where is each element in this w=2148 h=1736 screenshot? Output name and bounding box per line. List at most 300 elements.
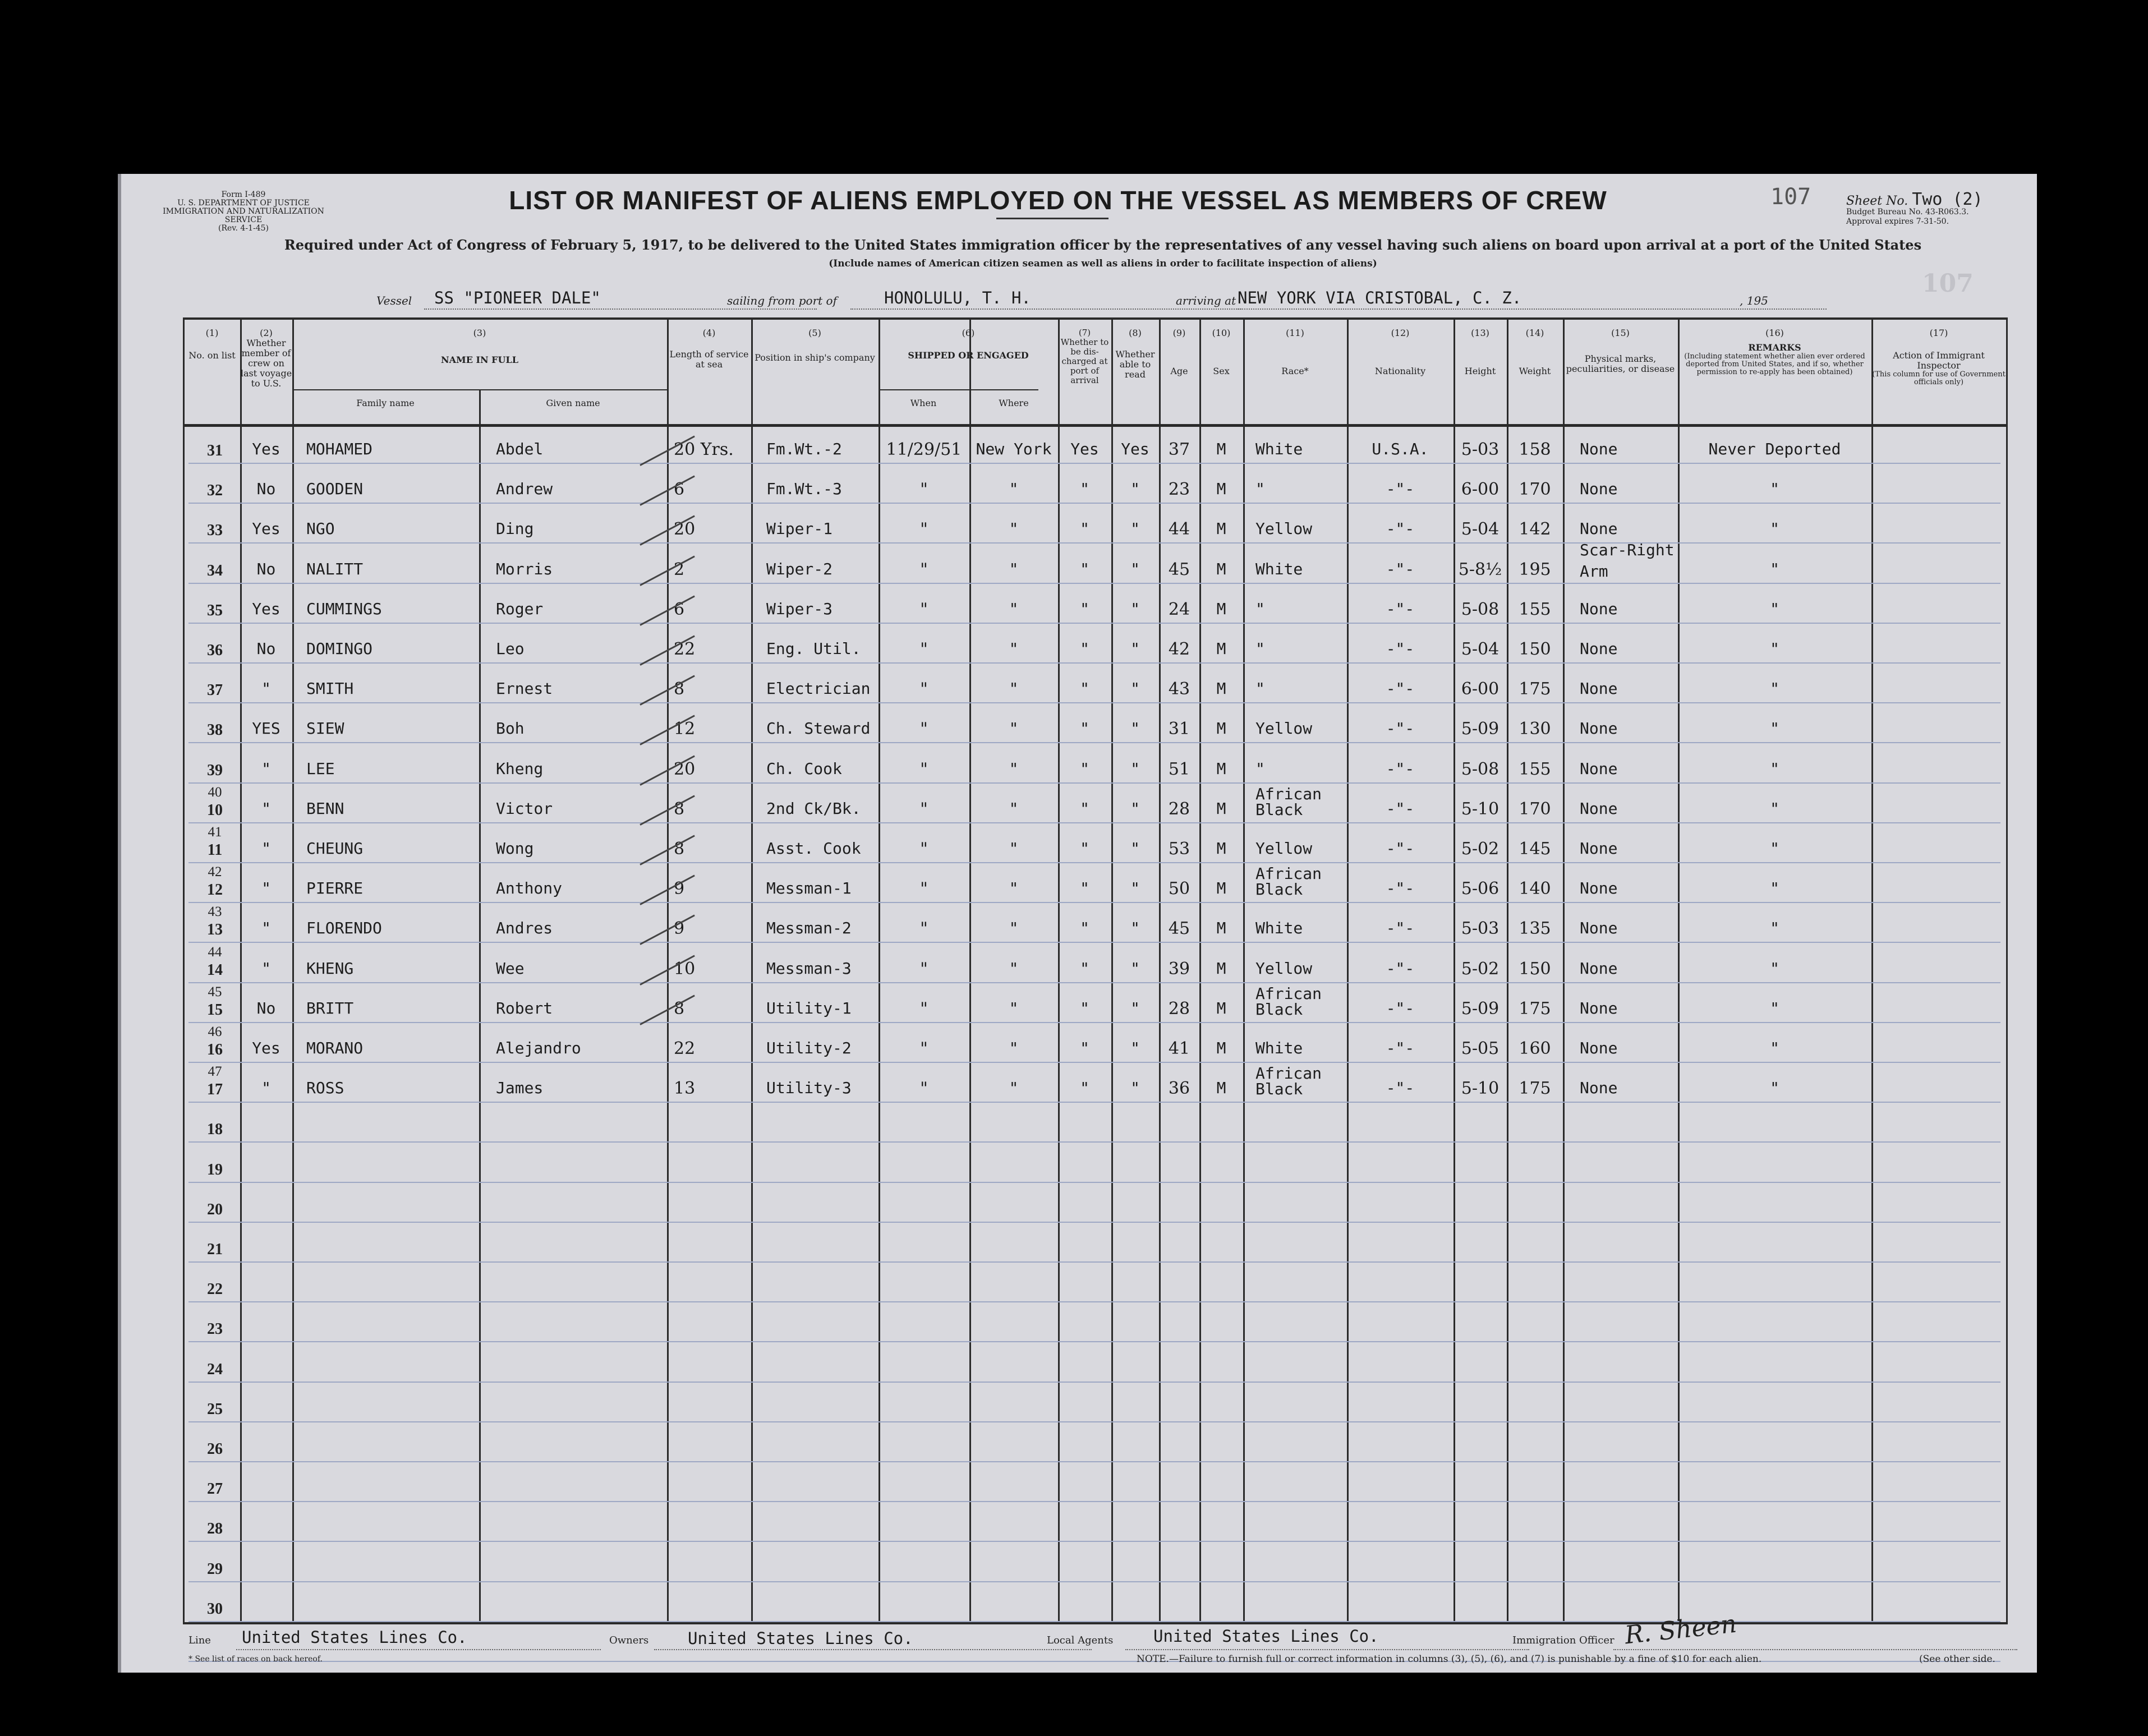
subtitle-note: (Include names of American citizen seamen as well as aliens in order to facilitate inspection of aliens) [829,258,1377,269]
faint-page-number: 107 [1922,269,1974,298]
row-number-alt: 40 [208,784,222,800]
cell-when: " [920,919,928,939]
cell-race: " [1255,679,1265,698]
row-number: 12 [207,881,223,899]
cell-prev: " [261,679,271,698]
row-rule [188,1382,2000,1383]
column-rule [2006,317,2008,1624]
cell-where: " [1009,639,1019,658]
cell-prev: " [261,959,271,978]
cell-position: Ch. Cook [766,759,842,778]
col-given-name-header: Given name [546,398,600,408]
cell-family: NGO [306,519,335,538]
cell-remarks: " [1770,879,1779,898]
empty-row-number: 18 [207,1121,223,1139]
cell-read: " [1130,1079,1140,1098]
cell-family: CUMMINGS [306,599,382,618]
cell-where: " [1009,998,1019,1017]
row-number: 31 [207,442,223,459]
cell-weight: 175 [1519,1079,1551,1099]
cell-discharge: " [1080,799,1089,818]
cell-discharge: Yes [1070,440,1099,458]
row-rule [188,1341,2000,1342]
cell-sex: M [1216,1079,1226,1098]
cell-length: 13 [674,1079,696,1099]
cell-read: " [1130,759,1140,778]
cell-where: " [1009,599,1019,618]
cell-when: " [920,879,928,899]
cell-family: MOHAMED [306,440,373,458]
cell-marks: None [1580,519,1618,538]
cell-nationality: -"- [1386,519,1415,538]
row-rule [188,1301,2000,1302]
row-rule [188,982,2000,983]
cell-position: Eng. Util. [766,639,861,658]
col-when-header: When [910,398,937,408]
cell-prev: Yes [252,599,280,618]
cell-marks: None [1580,679,1618,698]
cell-sex: M [1216,480,1226,499]
cell-given: Ernest [496,679,553,698]
cell-when: " [920,559,928,579]
subtitle: Required under Act of Congress of February 5, 1917, to be delivered to the United States immigration officer by the representatives of any vessel having such aliens on board upon arrival at a port of the United States [284,237,1922,253]
row-rule [188,1421,2000,1422]
cell-nationality: U.S.A. [1372,440,1429,458]
cell-where: " [1009,919,1019,938]
cell-family: DOMINGO [306,639,373,658]
cell-prev: No [256,480,276,499]
row-rule [188,662,2000,664]
cell-remarks: " [1770,919,1779,938]
cell-discharge: " [1080,759,1089,778]
cell-marks-line2: Arm [1580,561,1608,581]
row-rule [188,822,2000,823]
cell-race: Yellow [1255,719,1313,738]
arriving-port: NEW YORK VIA CRISTOBAL, C. Z. [1238,288,1522,307]
cell-where: " [1009,719,1019,738]
empty-row-number: 24 [207,1360,223,1378]
cell-read: " [1130,639,1140,658]
cell-position: Wiper-2 [766,559,833,578]
arriving-label: arriving at [1176,294,1236,307]
cell-discharge: " [1080,959,1089,978]
cell-race: Yellow [1255,959,1313,978]
cell-position: Wiper-1 [766,519,833,538]
cell-discharge: " [1080,519,1089,538]
row-rule [188,1141,2000,1143]
cell-weight: 140 [1519,879,1551,899]
cell-family: LEE [306,759,335,778]
cell-when: " [920,959,928,979]
cell-remarks: " [1770,639,1779,658]
row-rule [188,742,2000,743]
cell-nationality: -"- [1386,639,1415,658]
row-number-alt: 45 [208,984,222,1000]
cell-height: 5-8½ [1458,559,1502,579]
cell-age: 41 [1168,1039,1190,1058]
cell-age: 42 [1168,639,1190,659]
cell-remarks: " [1770,839,1779,858]
cell-length: 6 [674,480,685,500]
cell-height: 6-00 [1461,679,1500,699]
cell-where: " [1009,799,1019,818]
cell-read: " [1130,959,1140,978]
cell-remarks: Never Deported [1708,440,1841,458]
cell-prev: " [261,879,271,898]
cell-remarks: " [1770,998,1779,1017]
cell-weight: 142 [1519,519,1551,540]
cell-marks: None [1580,1039,1618,1057]
cell-sex: M [1216,599,1226,618]
col-age-header: (9) Age [1170,328,1188,376]
cell-discharge: " [1080,679,1089,698]
vessel-name: SS "PIONEER DALE" [434,288,601,307]
vessel-label: Vessel [376,294,412,307]
cell-position: Messman-1 [766,879,852,898]
row-rule [188,1182,2000,1183]
cell-family: BRITT [306,998,354,1017]
col-shipped-header: (6) SHIPPED OR ENGAGED [908,328,1029,361]
row-number: 34 [207,561,223,579]
row-rule [188,782,2000,784]
row-rule [188,623,2000,624]
cell-age: 44 [1168,519,1190,540]
cell-family: SMITH [306,679,354,698]
row-number: 35 [207,601,223,619]
cell-when: " [920,998,928,1019]
cell-height: 5-03 [1461,919,1500,939]
cell-sex: M [1216,679,1226,698]
cell-weight: 158 [1519,440,1551,459]
column-rule [1243,317,1245,1624]
cell-race: White [1255,559,1303,578]
cell-age: 28 [1168,799,1190,819]
cell-prev: " [261,839,271,858]
cell-remarks: " [1770,679,1779,698]
cell-weight: 145 [1519,839,1551,859]
cell-race: Yellow [1255,839,1313,858]
cell-prev: YES [252,719,280,738]
cell-marks: None [1580,759,1618,778]
cell-when: 11/29/51 [886,440,962,459]
cell-length: 20 [674,759,696,779]
cell-where: " [1009,959,1019,978]
empty-row-number: 23 [207,1320,223,1338]
cell-when: " [920,639,928,659]
cell-prev: Yes [252,1039,280,1057]
cell-read: " [1130,519,1140,538]
cell-age: 28 [1168,998,1190,1019]
cell-discharge: " [1080,480,1089,499]
cell-sex: M [1216,639,1226,658]
cell-position: Electrician [766,679,871,698]
cell-family: ROSS [306,1079,344,1098]
cell-remarks: " [1770,1079,1779,1098]
cell-where: " [1009,759,1019,778]
cell-position: Messman-2 [766,919,852,938]
cell-nationality: -"- [1386,879,1415,898]
cell-weight: 150 [1519,639,1551,659]
cell-prev: " [261,799,271,818]
cell-race: Yellow [1255,519,1313,538]
col-action-header: (17) Action of Immigrant Inspector (This column for use of Government officials only) [1872,328,2006,386]
cell-height: 5-02 [1461,959,1500,979]
cell-given: Boh [496,719,525,738]
empty-row-number: 28 [207,1520,223,1538]
cell-age: 39 [1168,959,1190,979]
cell-height: 5-04 [1461,639,1500,659]
sailing-port: HONOLULU, T. H. [884,288,1031,307]
cell-given: Wong [496,839,534,858]
row-rule [188,1222,2000,1223]
cell-age: 43 [1168,679,1190,699]
row-number-alt: 44 [208,944,222,960]
races-note: * See list of races on back hereof. [188,1655,323,1664]
cell-position: Messman-3 [766,959,852,978]
cell-read: Yes [1121,440,1149,458]
cell-marks: None [1580,998,1618,1017]
cell-nationality: -"- [1386,799,1415,818]
cell-age: 51 [1168,759,1190,779]
cell-given: Kheng [496,759,544,778]
col-position-header: (5) Position in ship's company [755,328,875,363]
cell-nationality: -"- [1386,480,1415,499]
cell-marks: None [1580,599,1618,618]
cell-length: 2 [674,559,685,579]
cell-height: 5-05 [1461,1039,1500,1058]
cell-marks: None [1580,919,1618,938]
cell-length: 20 [674,519,696,540]
row-rule [188,902,2000,903]
year-label: , 195 [1740,294,1768,307]
cell-given: James [496,1079,544,1098]
form-identifier: Form I-489 U. S. DEPARTMENT OF JUSTICE IMMIGRATION AND NATURALIZATION SERVICE (Rev. 4-1-45) [163,190,324,233]
cell-remarks: " [1770,799,1779,818]
cell-sex: M [1216,719,1226,738]
cell-length: 22 [674,1039,696,1058]
cell-discharge: " [1080,839,1089,858]
row-number: 16 [207,1041,223,1058]
cell-when: " [920,839,928,859]
page-title: LIST OR MANIFEST OF ALIENS EMPLOYED ON THE VESSEL AS MEMBERS OF CREW [509,186,1607,215]
cell-discharge: " [1080,879,1089,898]
cell-race: African [1255,784,1322,803]
cell-age: 24 [1168,599,1190,619]
cell-discharge: " [1080,559,1089,578]
agents-label: Local Agents [1047,1634,1114,1646]
cell-nationality: -"- [1386,1039,1415,1057]
cell-family: SIEW [306,719,344,738]
cell-when: " [920,719,928,739]
cell-marks: None [1580,959,1618,978]
cell-race: White [1255,1039,1303,1057]
owners-label: Owners [609,1634,649,1646]
cell-where: " [1009,879,1019,898]
cell-discharge: " [1080,639,1089,658]
cell-sex: M [1216,559,1226,578]
cell-age: 50 [1168,879,1190,899]
cell-marks: None [1580,839,1618,858]
sheet-number: Sheet No. Two (2) [1846,190,1983,209]
cell-read: " [1130,1039,1140,1057]
empty-row-number: 20 [207,1200,223,1218]
cell-when: " [920,1079,928,1099]
cell-weight: 170 [1519,799,1551,819]
cell-race: African [1255,984,1322,1003]
cell-prev: No [256,559,276,578]
cell-discharge: " [1080,599,1089,618]
cell-height: 5-10 [1461,1079,1500,1099]
cell-nationality: -"- [1386,719,1415,738]
row-rule [188,1541,2000,1542]
column-rule [292,317,294,1624]
row-number: 11 [207,841,223,859]
row-number-alt: 42 [208,864,222,880]
cell-read: " [1130,799,1140,818]
cell-when: " [920,480,928,500]
row-number: 13 [207,921,223,939]
col-remarks-header: (16) REMARKS (Including statement whether alien ever ordered deported from United States, and if so, whether permission to re-apply has been obtained) [1684,328,1865,376]
cell-where: " [1009,519,1019,538]
cell-nationality: -"- [1386,998,1415,1017]
empty-row-number: 19 [207,1161,223,1178]
cell-sex: M [1216,799,1226,818]
row-number-alt: 47 [208,1064,222,1080]
cell-age: 36 [1168,1079,1190,1099]
cell-discharge: " [1080,1079,1089,1098]
cell-remarks: " [1770,559,1779,578]
cell-sex: M [1216,879,1226,898]
cell-length: 20 Yrs. [674,440,734,459]
column-rule [1563,317,1565,1624]
cell-given: Abdel [496,440,544,458]
cell-sex: M [1216,998,1226,1017]
cell-given: Robert [496,998,553,1017]
cell-race: White [1255,919,1303,938]
row-number-alt: 41 [208,825,222,840]
cell-height: 5-06 [1461,879,1500,899]
cell-weight: 130 [1519,719,1551,739]
cell-race: " [1255,759,1265,778]
cell-marks: None [1580,879,1618,898]
cell-prev: " [261,1079,271,1098]
column-rule [751,317,753,1624]
cell-where: " [1009,839,1019,858]
cell-read: " [1130,559,1140,578]
cell-given: Andrew [496,480,553,499]
col-race-header: (11) Race* [1281,328,1309,376]
cell-given: Wee [496,959,525,978]
row-rule [188,463,2000,464]
cell-race-line2: Black [1255,1000,1303,1019]
cell-marks: None [1580,440,1618,458]
cell-position: Utility-2 [766,1039,852,1057]
cell-race: " [1255,599,1265,618]
cell-weight: 155 [1519,599,1551,619]
cell-remarks: " [1770,759,1779,778]
cell-race: " [1255,639,1265,658]
cell-family: FLORENDO [306,919,382,938]
cell-given: Leo [496,639,525,658]
cell-family: CHEUNG [306,839,364,858]
cell-race: White [1255,440,1303,458]
cell-weight: 155 [1519,759,1551,779]
cell-length: 22 [674,639,696,659]
cell-family: KHENG [306,959,354,978]
cell-remarks: " [1770,959,1779,978]
cell-sex: M [1216,519,1226,538]
cell-weight: 175 [1519,679,1551,699]
cell-prev: Yes [252,440,280,458]
cell-sex: M [1216,1039,1226,1057]
col-length-header: (4) Length of service at sea [669,328,749,370]
cell-prev: Yes [252,519,280,538]
cell-race: African [1255,864,1322,883]
cell-nationality: -"- [1386,1079,1415,1098]
cell-height: 5-10 [1461,799,1500,819]
cell-position: Wiper-3 [766,599,833,618]
owners-value: United States Lines Co. [688,1629,913,1648]
cell-given: Alejandro [496,1039,581,1057]
cell-nationality: -"- [1386,679,1415,698]
cell-read: " [1130,679,1140,698]
row-number: 17 [207,1081,223,1099]
cell-height: 5-08 [1461,599,1500,619]
agents-value: United States Lines Co. [1153,1627,1379,1646]
row-rule [188,583,2000,584]
page-number: 107 [1770,184,1811,210]
row-rule [188,1022,2000,1023]
cell-marks: None [1580,1079,1618,1098]
cell-marks: None [1580,480,1618,499]
cell-where: " [1009,480,1019,499]
cell-position: Asst. Cook [766,839,861,858]
cell-given: Morris [496,559,553,578]
cell-family: BENN [306,799,344,818]
cell-age: 23 [1168,480,1190,500]
cell-length: 12 [674,719,696,739]
row-number: 10 [207,801,223,819]
empty-row-number: 25 [207,1400,223,1418]
cell-age: 37 [1168,440,1190,459]
cell-marks: Scar-Right [1580,540,1675,559]
cell-family: MORANO [306,1039,364,1057]
cell-weight: 170 [1519,480,1551,500]
cell-read: " [1130,879,1140,898]
cell-given: Ding [496,519,534,538]
empty-row-number: 27 [207,1480,223,1498]
cell-length: 9 [674,919,685,939]
col-discharge-header: (7) Whether to be dis-charged at port of arrival [1060,328,1109,385]
cell-discharge: " [1080,719,1089,738]
cell-when: " [920,519,928,540]
cell-length: 8 [674,799,685,819]
cell-length: 8 [674,998,685,1019]
cell-weight: 135 [1519,919,1551,939]
cell-weight: 150 [1519,959,1551,979]
cell-read: " [1130,480,1140,499]
cell-height: 5-09 [1461,998,1500,1019]
cell-length: 8 [674,679,685,699]
cell-position: 2nd Ck/Bk. [766,799,861,818]
cell-read: " [1130,719,1140,738]
cell-nationality: -"- [1386,559,1415,578]
column-rule [479,389,481,1624]
cell-height: 5-04 [1461,519,1500,540]
row-number: 36 [207,642,223,659]
cell-prev: No [256,639,276,658]
row-number: 14 [207,961,223,979]
